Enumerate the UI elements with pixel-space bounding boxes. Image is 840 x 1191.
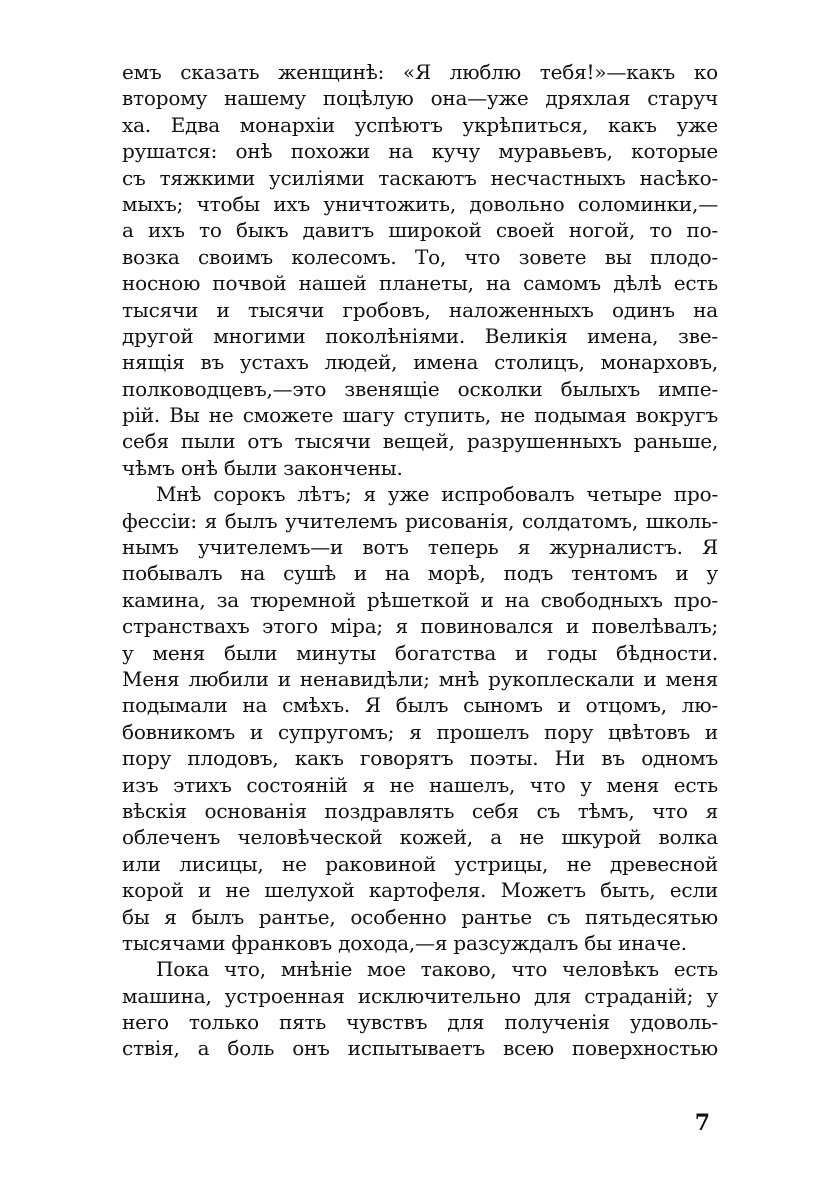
text-line: носною почвой нашей планеты, на самомъ дѣлѣ есть [122, 271, 718, 296]
text-line: облеченъ человѣческой кожей, а не шкурой волка [122, 825, 718, 850]
text-line: себя пыли отъ тысячи вещей, разрушенныхъ раньше, [122, 429, 718, 454]
text-line: или лисицы, не раковиной устрицы, не древесной [122, 851, 718, 876]
text-line: емъ сказать женщинѣ: «Я люблю тебя!»—какъ ко [122, 60, 718, 84]
text-line: второму нашему поцѣлую она—уже дряхлая старуч [122, 86, 718, 111]
text-line: другой многими поколѣніями. Великія имена, зве- [122, 323, 718, 348]
text-line: мыхъ; чтобы ихъ уничтожить, довольно соломинки,— [122, 191, 718, 216]
text-line: фессіи: я былъ учителемъ рисованія, солдатомъ, школь- [122, 508, 718, 533]
text-line: тысячи и тысячи гробовъ, наложенныхъ одинъ на [122, 297, 718, 322]
text-line: странствахъ этого міра; я повиновался и повелѣвалъ; [122, 614, 718, 639]
text-line: съ тяжкими усиліями таскаютъ несчастныхъ насѣко- [122, 165, 718, 190]
text-line: Пока что, мнѣніе мое таково, что человѣкъ есть [156, 957, 718, 982]
text-line: ствія, а боль онъ испытываетъ всею поверхностью [122, 1036, 718, 1061]
text-line: изъ этихъ состояній я не нашелъ, что у меня есть [122, 772, 718, 797]
text-line: нящія въ устахъ людей, имена столицъ, монарховъ, [122, 350, 718, 375]
text-line: корой и не шелухой картофеля. Можетъ быть, если [122, 878, 718, 903]
text-line: чѣмъ онѣ были закончены. [122, 455, 403, 480]
text-line: камина, за тюремной рѣшеткой и на свободныхъ про- [122, 587, 718, 612]
text-line: Мнѣ сорокъ лѣтъ; я уже испробовалъ четыре про- [156, 482, 718, 507]
body-text [122, 59, 718, 1062]
text-line: Меня любили и ненавидѣли; мнѣ рукоплескали и меня [122, 666, 718, 691]
text-line: него только пять чувствъ для полученія удоволь- [122, 1010, 718, 1035]
page-number: 7 [694, 1110, 710, 1136]
text-line: пору плодовъ, какъ говорятъ поэты. Ни въ одномъ [122, 746, 718, 771]
text-line: рушатся: онѣ похожи на кучу муравьевъ, которые [122, 139, 718, 164]
text-line: возка своимъ колесомъ. То, что зовете вы плодо- [122, 244, 718, 269]
text-line: бы я былъ рантье, особенно рантье съ пятьдесятью [122, 904, 718, 929]
text-line: бовникомъ и супругомъ; я прошелъ пору цвѣтовъ и [122, 719, 718, 744]
text-line: рій. Вы не сможете шагу ступить, не подымая вокругъ [122, 403, 718, 428]
text-line: побывалъ на сушѣ и на морѣ, подъ тентомъ и у [122, 561, 718, 586]
text-line: у меня были минуты богатства и годы бѣдности. [122, 640, 718, 665]
text-line: подымали на смѣхъ. Я былъ сыномъ и отцомъ, лю- [122, 693, 718, 718]
text-line: машина, устроенная исключительно для страданій; у [122, 983, 718, 1008]
text-line: вѣскія основанія поздравлять себя съ тѣмъ, что я [122, 798, 718, 823]
text-line: полководцевъ,—это звенящіе осколки былыхъ импе- [122, 376, 718, 401]
text-line: а ихъ то быкъ давитъ широкой своей ногой, то по- [122, 218, 718, 243]
text-line: тысячами франковъ дохода,—я разсуждалъ бы иначе. [122, 930, 687, 955]
text-line: нымъ учителемъ—и вотъ теперь я журналистъ. Я [122, 535, 718, 560]
text-line: ха. Едва монархіи успѣютъ укрѣпиться, какъ уже [122, 112, 718, 137]
